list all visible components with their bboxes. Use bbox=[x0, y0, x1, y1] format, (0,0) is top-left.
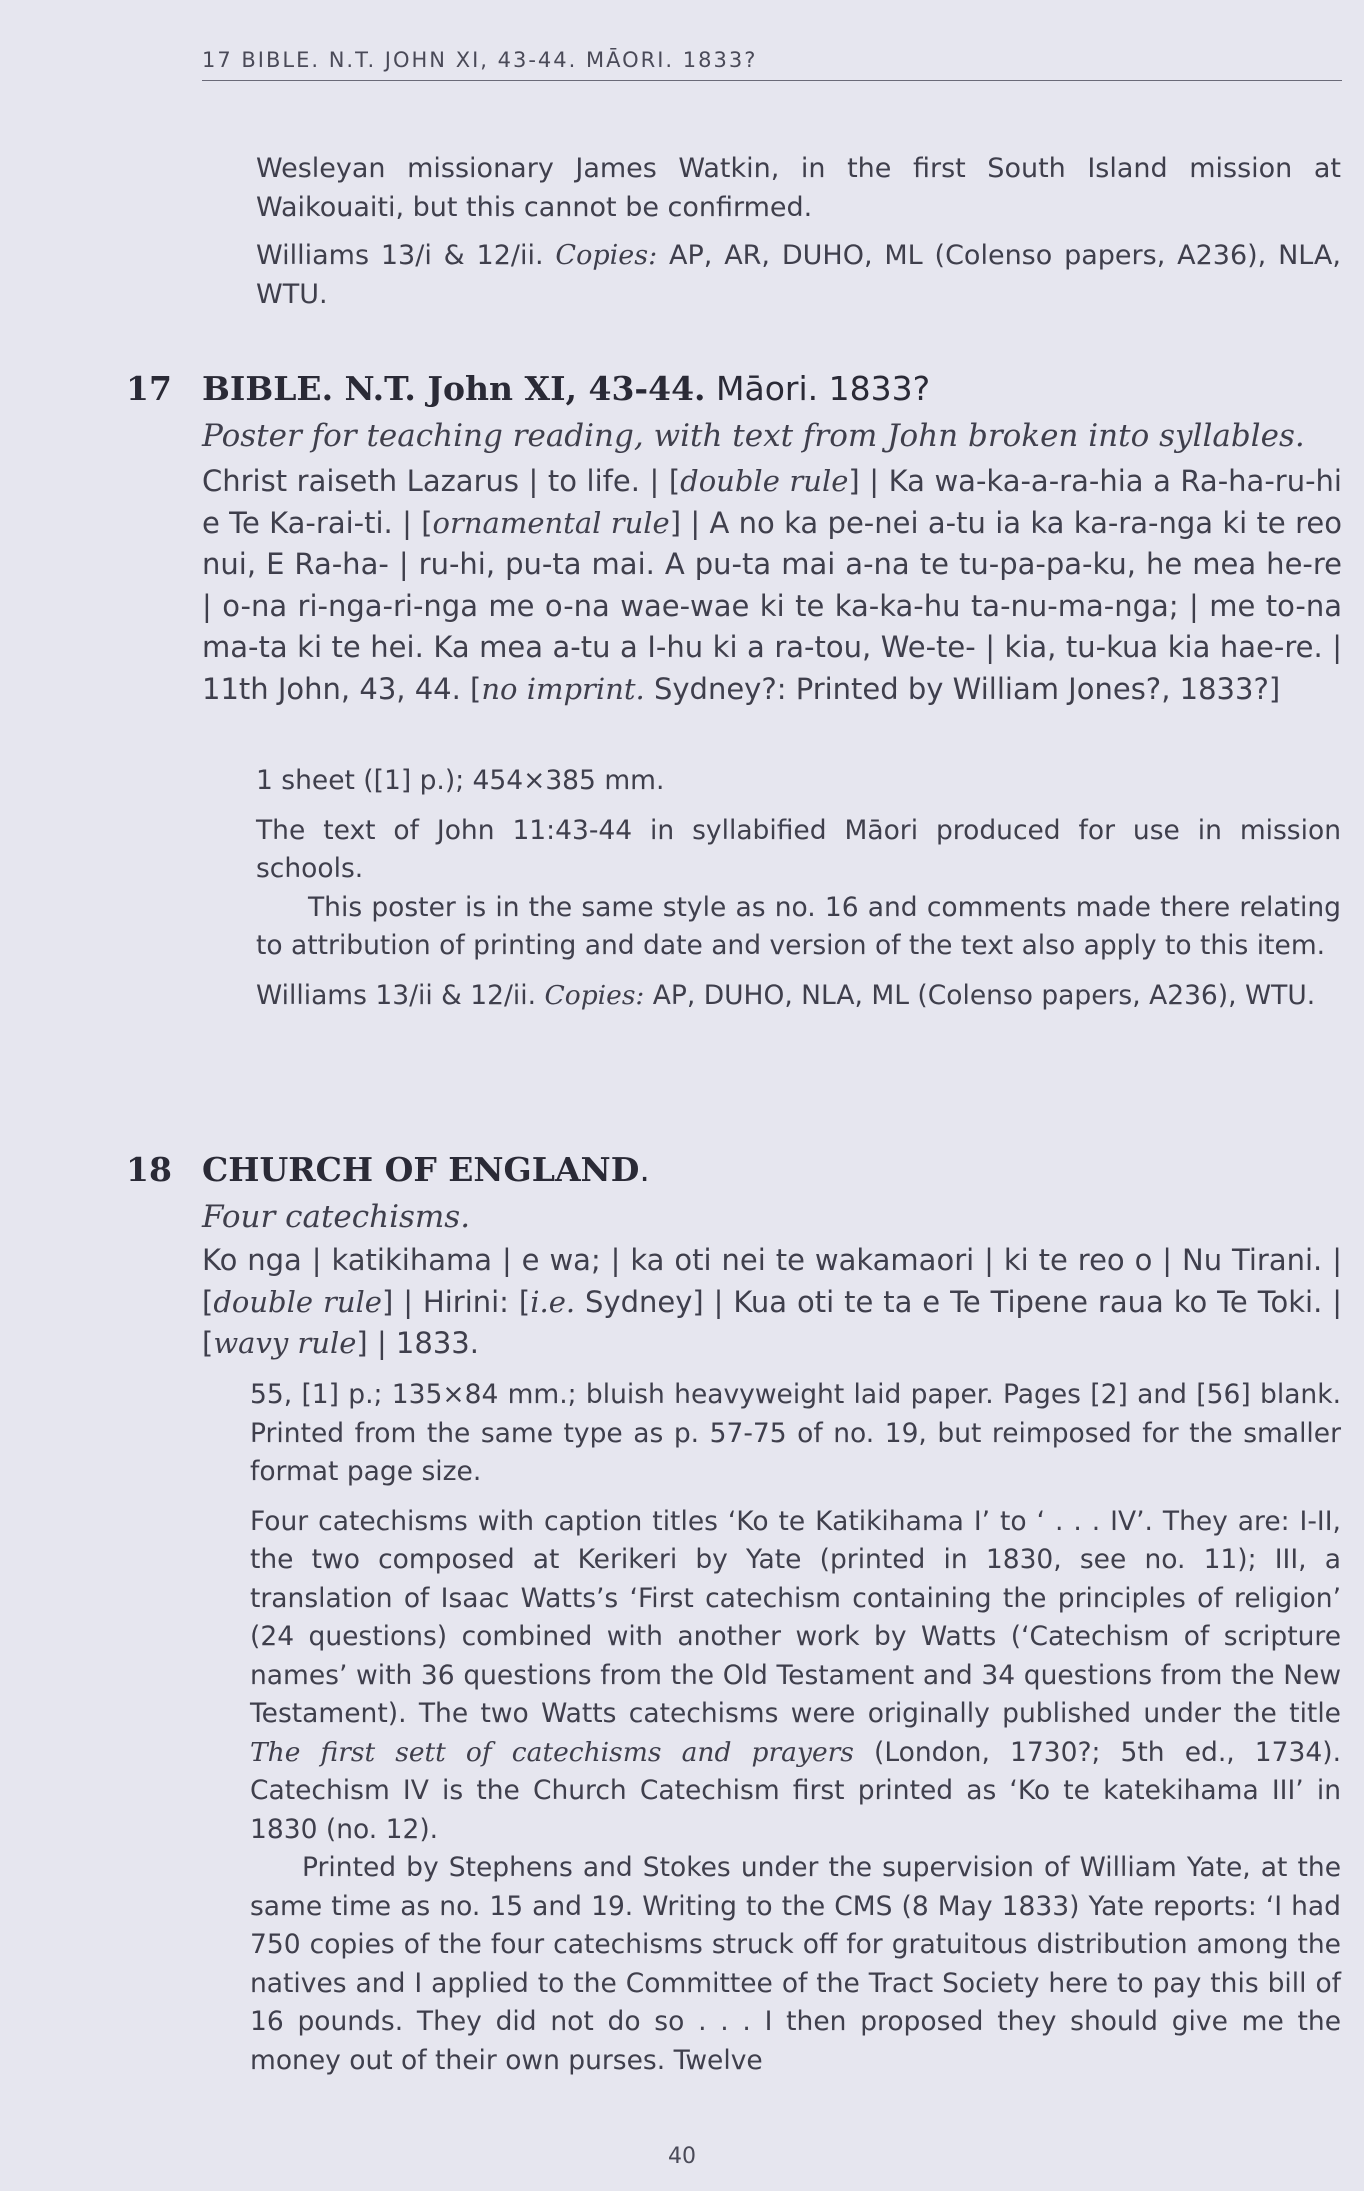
transcript-italic: wavy rule bbox=[213, 1326, 357, 1360]
transcript-italic: ornamental rule bbox=[432, 505, 670, 540]
entry-notes bbox=[256, 762, 1341, 1026]
entry-notes bbox=[250, 1376, 1341, 2091]
heading-main: CHURCH OF ENGLAND bbox=[202, 1150, 640, 1189]
reference-text: Williams 13/i & 12/ii. bbox=[256, 240, 556, 271]
transcript-italic: double rule bbox=[213, 1284, 382, 1319]
entry-number: 18 bbox=[126, 1150, 172, 1189]
heading-rest: Māori. 1833? bbox=[705, 369, 931, 408]
transcript-text: ] | 1833. bbox=[356, 1326, 479, 1360]
collation: 55, [1] p.; 135×84 mm.; bluish heavyweight laid paper. Pages [2] and [56] blank. Printed from the same type as p. 57-75 of no. 19, but reimposed for the smaller format page size. bbox=[250, 1379, 1341, 1487]
page-number: 40 bbox=[668, 2144, 696, 2169]
note-paragraph: The text of John 11:43-44 in syllabified Māori produced for use in mission schools. bbox=[256, 814, 1341, 884]
entry-heading bbox=[202, 1150, 650, 1189]
entry-heading bbox=[202, 369, 930, 408]
title-transcription bbox=[202, 1240, 1342, 1365]
copies-list: AP, DUHO, NLA, ML (Colenso papers, A236), WTU. bbox=[644, 979, 1316, 1011]
note-text: (London, 1730?; 5th ed., 1734). Catechism IV is the Church Catechism first printed as ‘Ko te katekihama III’ in 1830 (no. 12). bbox=[250, 1736, 1341, 1845]
heading-main: BIBLE. N.T. John XI, 43-44. bbox=[202, 369, 706, 408]
transcript-text: Ko nga | katikihama | e wa; | ka oti nei te wakamaori | ki te reo o | Nu Tirani. | [ bbox=[202, 1243, 1342, 1319]
transcript-text: ] | Ka wa-ka-a-ra-hia a Ra-ha-ru-hi e Te Ka-rai-ti. | [ bbox=[202, 464, 1342, 540]
transcript-text: Sydney] | Kua oti te ta e Te Tipene raua ko Te Toki. | [ bbox=[202, 1284, 1342, 1360]
note-paragraph bbox=[250, 1503, 1341, 1850]
copies-label: Copies: bbox=[544, 979, 645, 1011]
title-transcription bbox=[202, 461, 1342, 710]
paragraph: Wesleyan missionary James Watkin, in the first South Island mission at Waikouaiti, but this cannot be confirmed. bbox=[256, 153, 1341, 223]
note-paragraph: Printed by Stephens and Stokes under the supervision of William Yate, at the same time as no. 15 and 19. Writing to the CMS (8 May 1833) Yate reports: ‘I had 750 copies of the four catechisms struck off for gratuitous distribution among the natives and I applied to the Committee of the Tract Society here to pay this bill of 16 pounds. They did not do so . . . I then proposed they should give me the money out of their own purses. Twelve bbox=[250, 1852, 1341, 2076]
transcript-text: ] | A no ka pe-nei a-tu ia ka ka-ra-nga ki te reo nui, E Ra-ha- | ru-hi, pu-ta mai. A pu-ta mai a-na te tu-pa-pa-ku, he mea he-re | o-na ri-nga-ri-nga me o-na wae-wae ki te ka-ka-hu ta-nu-ma-nga; | me to-na ma-ta ki te hei. Ka mea a-tu a I-hu ki a ra-tou, We-te- | kia, tu-kua kia hae-re. | 11th John, 43, 44. [ bbox=[202, 505, 1342, 706]
transcript-text: Christ raiseth Lazarus | to life. | [ bbox=[202, 464, 681, 498]
entry-number: 17 bbox=[126, 369, 172, 408]
note-text: Four catechisms with caption titles ‘Ko te Katikihama I’ to ‘ . . . IV’. They are: I-II, the two composed at Kerikeri by Yate (printed in 1830, see no. 11); III, a translation of Isaac Watts’s ‘First catechism containing the principles of religion’ (24 questions) combined with another work by Watts (‘Catechism of scripture names’ with 36 questions from the Old Testament and 34 questions from the New Testament). The two Watts catechisms were originally published under the title bbox=[250, 1505, 1341, 1729]
copies-paragraph bbox=[256, 237, 1341, 314]
copies-list: AP, AR, DUHO, ML (Colenso papers, A236), NLA, WTU. bbox=[256, 240, 1341, 310]
transcript-italic: i.e. bbox=[530, 1284, 576, 1319]
transcript-text: ] | Hirini: [ bbox=[381, 1284, 531, 1319]
transcript-italic: no imprint. bbox=[481, 671, 645, 706]
previous-entry-continuation bbox=[256, 150, 1341, 324]
transcript-text: Sydney?: Printed by William Jones?, 1833?] bbox=[644, 671, 1281, 706]
entry-subtitle: Four catechisms. bbox=[202, 1199, 471, 1235]
collation: 1 sheet ([1] p.); 454×385 mm. bbox=[256, 765, 665, 796]
entry-subtitle: Poster for teaching reading, with text from John broken into syllables. bbox=[202, 418, 1305, 454]
note-italic-title: The first sett of catechisms and prayers bbox=[250, 1736, 854, 1768]
running-head: 17 BIBLE. N.T. JOHN XI, 43-44. MĀORI. 1833? bbox=[202, 48, 1342, 81]
note-paragraph: This poster is in the same style as no. 16 and comments made there relating to attribution of printing and date and version of the text also apply to this item. bbox=[256, 891, 1341, 961]
copies-label: Copies: bbox=[555, 240, 658, 271]
transcript-italic: double rule bbox=[680, 464, 849, 498]
copies-paragraph bbox=[256, 977, 1341, 1016]
heading-rest: . bbox=[639, 1150, 650, 1189]
reference-text: Williams 13/ii & 12/ii. bbox=[256, 979, 545, 1011]
